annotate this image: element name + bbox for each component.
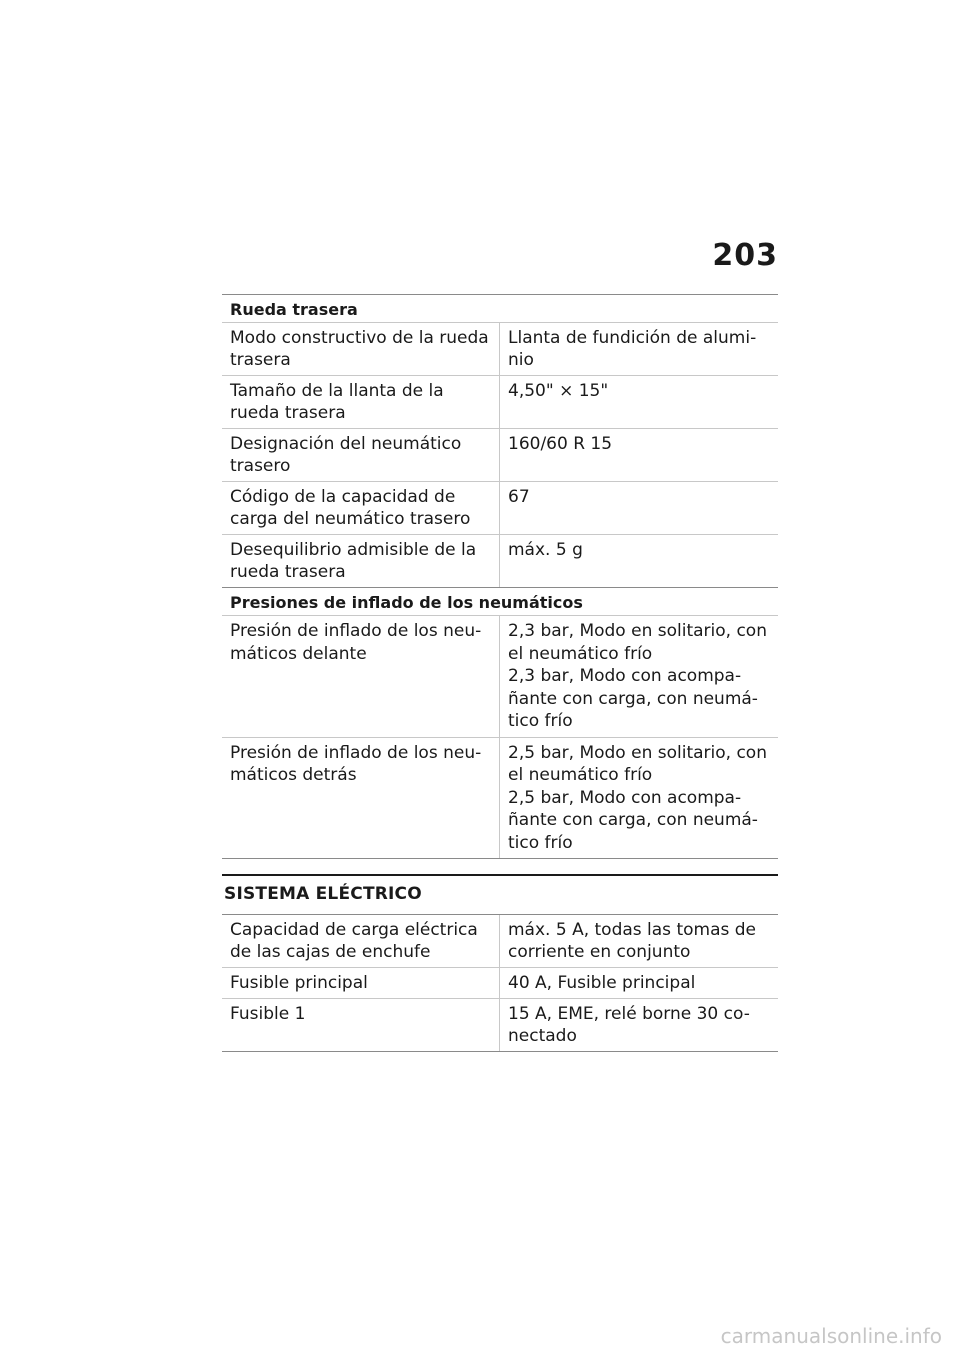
table-row bbox=[222, 914, 778, 967]
table-row bbox=[222, 615, 778, 737]
table-row bbox=[222, 481, 778, 534]
rear-wheel-table bbox=[222, 322, 778, 587]
tire-pressure-table bbox=[222, 615, 778, 859]
row-label: Modo constructivo de la rueda trasera bbox=[222, 323, 500, 375]
row-label: Desequilibrio admisible de la rueda trasera bbox=[222, 535, 500, 587]
row-value-group bbox=[500, 616, 778, 737]
chapter-heading-electrical: SISTEMA ELÉCTRICO bbox=[222, 874, 778, 914]
row-value: máx. 5 A, todas las tomas de corriente en conjunto bbox=[508, 920, 756, 962]
row-value: 160/60 R 15 bbox=[508, 434, 613, 454]
row-label: Fusible principal bbox=[222, 968, 500, 998]
row-value: 2,5 bar, Modo con acompa-ñante con carga, con neumá-tico frío bbox=[508, 787, 758, 853]
row-value: 40 A, Fusible principal bbox=[508, 973, 696, 993]
row-value: 4,50" × 15" bbox=[508, 381, 609, 401]
page-number: 203 bbox=[712, 238, 778, 273]
table-row bbox=[222, 375, 778, 428]
row-label: Designación del neumático trasero bbox=[222, 429, 500, 481]
row-value: 2,3 bar, Modo con acompa-ñante con carga, con neumá-tico frío bbox=[508, 666, 758, 731]
row-label: Fusible 1 bbox=[222, 999, 500, 1051]
table-row bbox=[222, 428, 778, 481]
section-title-rear-wheel: Rueda trasera bbox=[222, 294, 778, 322]
row-label: Presión de inflado de los neu-máticos delante bbox=[222, 616, 500, 737]
table-row bbox=[222, 967, 778, 998]
spec-content bbox=[222, 294, 778, 1052]
row-value: Llanta de fundición de alumi-nio bbox=[508, 328, 757, 370]
table-row bbox=[222, 322, 778, 375]
row-value: 2,3 bar, Modo en solitario, con el neumático frío bbox=[508, 621, 767, 664]
row-value: máx. 5 g bbox=[508, 540, 583, 560]
row-value: 2,5 bar, Modo en solitario, con el neumático frío bbox=[508, 742, 767, 785]
section-title-tire-pressure: Presiones de inflado de los neumáticos bbox=[222, 587, 778, 615]
row-value: 67 bbox=[508, 487, 530, 507]
electrical-table bbox=[222, 914, 778, 1052]
row-label: Tamaño de la llanta de la rueda trasera bbox=[222, 376, 500, 428]
table-row bbox=[222, 534, 778, 587]
row-label: Capacidad de carga eléctrica de las cajas de enchufe bbox=[222, 915, 500, 967]
row-label: Presión de inflado de los neu-máticos detrás bbox=[222, 738, 500, 859]
table-row bbox=[222, 737, 778, 860]
watermark-text: carmanualsonline.info bbox=[720, 1324, 942, 1348]
row-value-group bbox=[500, 738, 778, 859]
row-label: Código de la capacidad de carga del neumático trasero bbox=[222, 482, 500, 534]
table-row bbox=[222, 998, 778, 1052]
row-value: 15 A, EME, relé borne 30 co-nectado bbox=[508, 1004, 750, 1046]
